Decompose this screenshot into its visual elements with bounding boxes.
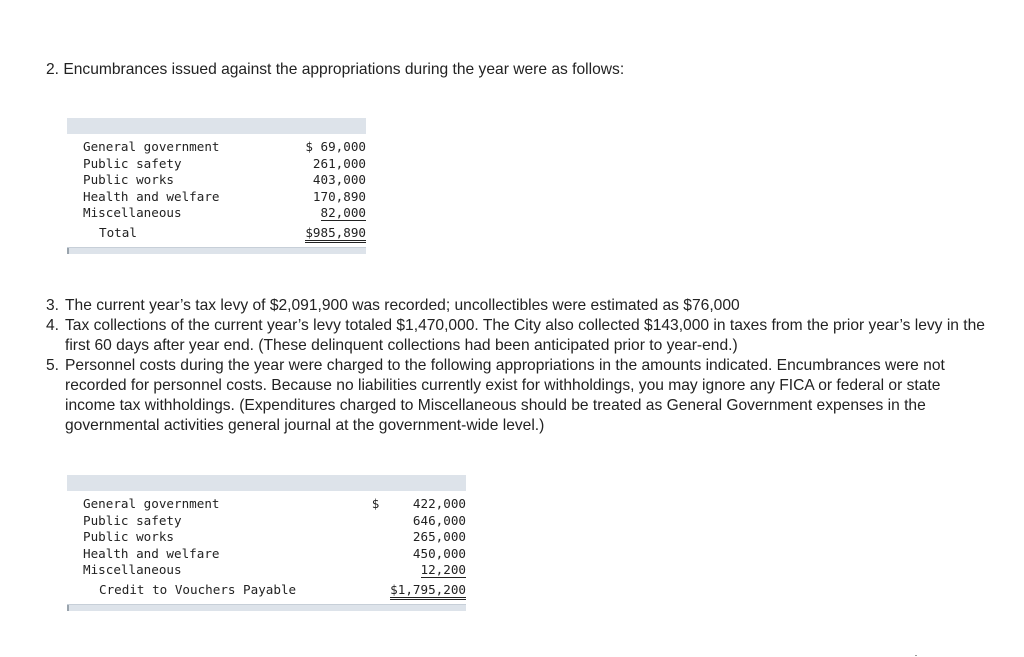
table-row (83, 205, 366, 222)
list-item (46, 316, 991, 356)
row-dollar-sign (372, 513, 388, 530)
row-amount: 261,000 (312, 155, 366, 171)
table-footer-bar (67, 247, 366, 254)
row-label: Public works (83, 529, 174, 545)
table-row (83, 529, 466, 546)
row-dollar-sign: $ (371, 496, 380, 511)
personnel-costs-table-panel (67, 475, 466, 611)
table-header-bar (67, 475, 466, 491)
table-row (83, 562, 466, 579)
item-number: 4. (46, 317, 60, 334)
row-label: Miscellaneous (83, 562, 182, 578)
table-footer-bar (67, 604, 466, 611)
encumbrances-table (83, 139, 366, 243)
total-label: Credit to Vouchers Payable (99, 581, 297, 597)
item-number: 5. (46, 357, 60, 374)
table-row (83, 156, 366, 173)
table-row (83, 139, 366, 156)
table-row (83, 546, 466, 563)
row-amount: 82,000 (320, 205, 366, 221)
row-label: Public safety (83, 155, 182, 171)
row-dollar-sign (372, 529, 388, 546)
numbered-items-list (46, 296, 991, 436)
row-amount: 422,000 (412, 496, 466, 511)
row-label: Public works (83, 172, 174, 188)
row-label: General government (83, 496, 220, 511)
item-number: 3. (46, 297, 60, 314)
row-label: Public safety (83, 512, 182, 528)
item-text: The current year’s tax levy of $2,091,900 was recorded; uncollectibles were estimated as $76,000 (65, 297, 740, 314)
row-amount: 403,000 (312, 172, 366, 188)
row-amount: $ 69,000 (305, 139, 366, 154)
total-amount: $985,890 (305, 225, 366, 243)
total-label: Total (99, 224, 137, 240)
table-row (83, 172, 366, 189)
list-item (46, 356, 991, 436)
item-2-text: 2. Encumbrances issued against the appropriations during the year were as follows: (46, 61, 625, 78)
encumbrances-table-panel (67, 118, 366, 254)
table-total-row (83, 579, 466, 600)
row-dollar-sign (372, 562, 388, 579)
table-header-bar (67, 118, 366, 134)
row-dollar-sign (372, 546, 388, 563)
table-total-row (83, 222, 366, 243)
personnel-costs-table (83, 496, 466, 600)
item-text: Personnel costs during the year were charged to the following appropriations in the amounts indicated. Encumbrances were not recorded for personnel costs. Because no liabilities currently exist for withholdings, you may ignore any FICA or federal or state income tax withholdings. (Expenditures charged to Miscellaneous should be treated as General Government expenses in the governmental activities general journal at the government-wide level.) (65, 357, 945, 434)
stray-mark (915, 655, 917, 656)
table-row (83, 513, 466, 530)
row-label: Health and welfare (83, 545, 220, 561)
row-amount: 170,890 (312, 188, 366, 204)
row-label: Health and welfare (83, 188, 220, 204)
item-text: Tax collections of the current year’s levy totaled $1,470,000. The City also collected $143,000 in taxes from the prior year’s levy in the first 60 days after year end. (These delinquent collections had been anticipated prior to year-end.) (65, 317, 985, 354)
row-amount: 450,000 (412, 545, 466, 561)
row-label: General government (83, 139, 220, 154)
table-row (83, 496, 466, 513)
list-item (46, 296, 991, 316)
row-label: Miscellaneous (83, 205, 182, 221)
table-row (83, 189, 366, 206)
row-amount: 265,000 (412, 529, 466, 545)
row-amount: 646,000 (412, 512, 466, 528)
row-amount: 12,200 (420, 562, 466, 578)
total-amount: $1,795,200 (390, 582, 466, 600)
